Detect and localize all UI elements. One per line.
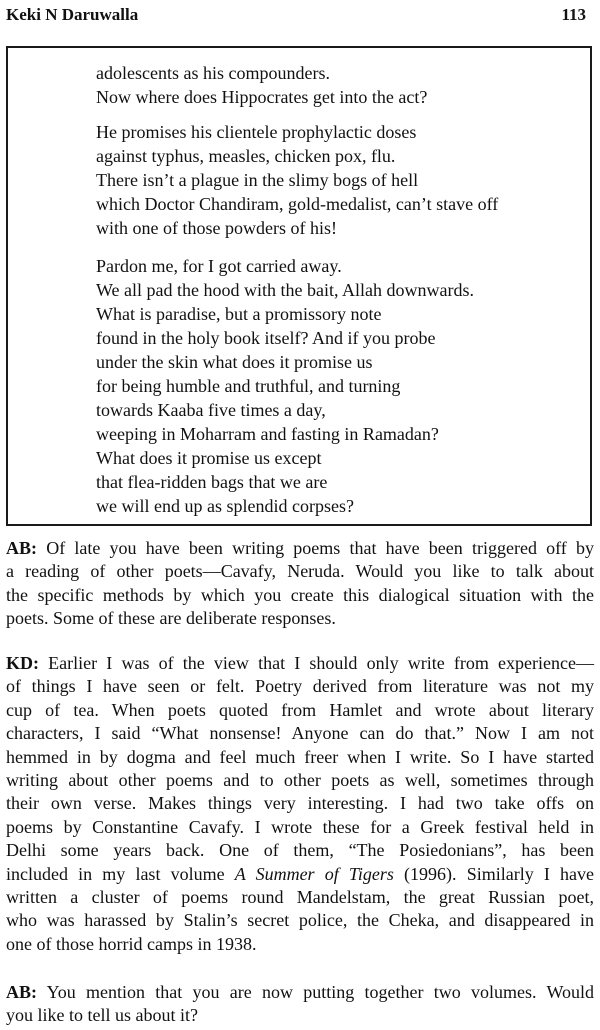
- prose-line: poems by Constantine Cavafy. I wrote these for a Greek festival held in: [6, 816, 594, 837]
- prose-line: hemmed in by dogma and feel much freer when I write. So I have started: [6, 746, 594, 767]
- running-head-author: Keki N Daruwalla: [6, 5, 139, 24]
- running-head: [6, 2, 586, 28]
- prose-line: included in my last volume A Summer of Tigers (1996). Similarly I have: [6, 863, 594, 884]
- prose-line: written a cluster of poems round Mandelstam, the great Russian poet,: [6, 887, 594, 908]
- prose-line: of things I have seen or felt. Poetry derived from literature was not my: [6, 676, 594, 697]
- speaker-label: KD:: [6, 653, 39, 673]
- poem-line: Now where does Hippocrates get into the act?: [96, 87, 428, 107]
- poem-line: against typhus, measles, chicken pox, flu.: [96, 146, 396, 166]
- poem-line: Pardon me, for I got carried away.: [96, 256, 342, 276]
- poem-line: There isn’t a plague in the slimy bogs of hell: [96, 170, 419, 190]
- book-title: A Summer of Tigers: [234, 863, 394, 884]
- prose-line: AB: You mention that you are now putting together two volumes. Would: [6, 982, 594, 1002]
- poem-line: towards Kaaba five times a day,: [96, 400, 326, 420]
- poem-line: which Doctor Chandiram, gold-medalist, can’t stave off: [96, 194, 499, 214]
- poem-line: found in the holy book itself? And if you probe: [96, 328, 436, 348]
- prose-line: a reading of other poets—Cavafy, Neruda. Would you like to talk about: [6, 561, 594, 582]
- poem-line: that flea-ridden bags that we are: [96, 472, 328, 492]
- prose-line: their own verse. Makes things very interesting. I had two take offs on: [6, 793, 594, 814]
- poem-stanza-1: [96, 61, 586, 109]
- prose-line: KD: Earlier I was of the view that I should only write from experience—: [6, 653, 594, 673]
- poem-stanza-3: [96, 254, 586, 518]
- poem-line: adolescents as his compounders.: [96, 63, 330, 83]
- speaker-label: AB:: [6, 982, 37, 1002]
- interview-paragraph-ab-2: [6, 981, 594, 1028]
- interview-paragraph-kd: [6, 652, 594, 956]
- speaker-label: AB:: [6, 538, 37, 558]
- interview-paragraph-ab-1: [6, 537, 594, 631]
- poem-line: weeping in Moharram and fasting in Ramadan?: [96, 424, 439, 444]
- prose-line: the specific methods by which you create this dialogical situation with the: [6, 584, 594, 605]
- prose-line: AB: Of late you have been writing poems that have been triggered off by: [6, 538, 594, 558]
- prose-line: one of those horrid camps in 1938.: [6, 933, 257, 954]
- poem-line: What does it promise us except: [96, 448, 322, 468]
- poem-line: We all pad the hood with the bait, Allah downwards.: [96, 280, 474, 300]
- poem-line: under the skin what does it promise us: [96, 352, 373, 372]
- poem-stanza-2: [96, 120, 586, 240]
- prose-line: who was harassed by Stalin’s secret police, the Cheka, and disappeared in: [6, 910, 594, 931]
- prose-line: poets. Some of these are deliberate responses.: [6, 608, 336, 629]
- prose-line: cup of tea. When poets quoted from Hamlet and wrote about literary: [6, 699, 594, 720]
- poem-box: [6, 46, 592, 526]
- prose-line: you like to tell us about it?: [6, 1005, 198, 1026]
- poem-line: for being humble and truthful, and turning: [96, 376, 401, 396]
- prose-line: Delhi some years back. One of them, “The Posiedonians”, has been: [6, 840, 594, 861]
- page-number: 113: [561, 5, 586, 24]
- poem-line: He promises his clientele prophylactic doses: [96, 122, 417, 142]
- prose-line: writing about other poems and to other poets as well, sometimes through: [6, 770, 594, 791]
- prose-line: characters, I said “What nonsense! Anyone can do that.” Now I am not: [6, 723, 594, 744]
- poem-line: we will end up as splendid corpses?: [96, 496, 354, 516]
- poem-line: with one of those powders of his!: [96, 218, 337, 238]
- poem-line: What is paradise, but a promissory note: [96, 304, 382, 324]
